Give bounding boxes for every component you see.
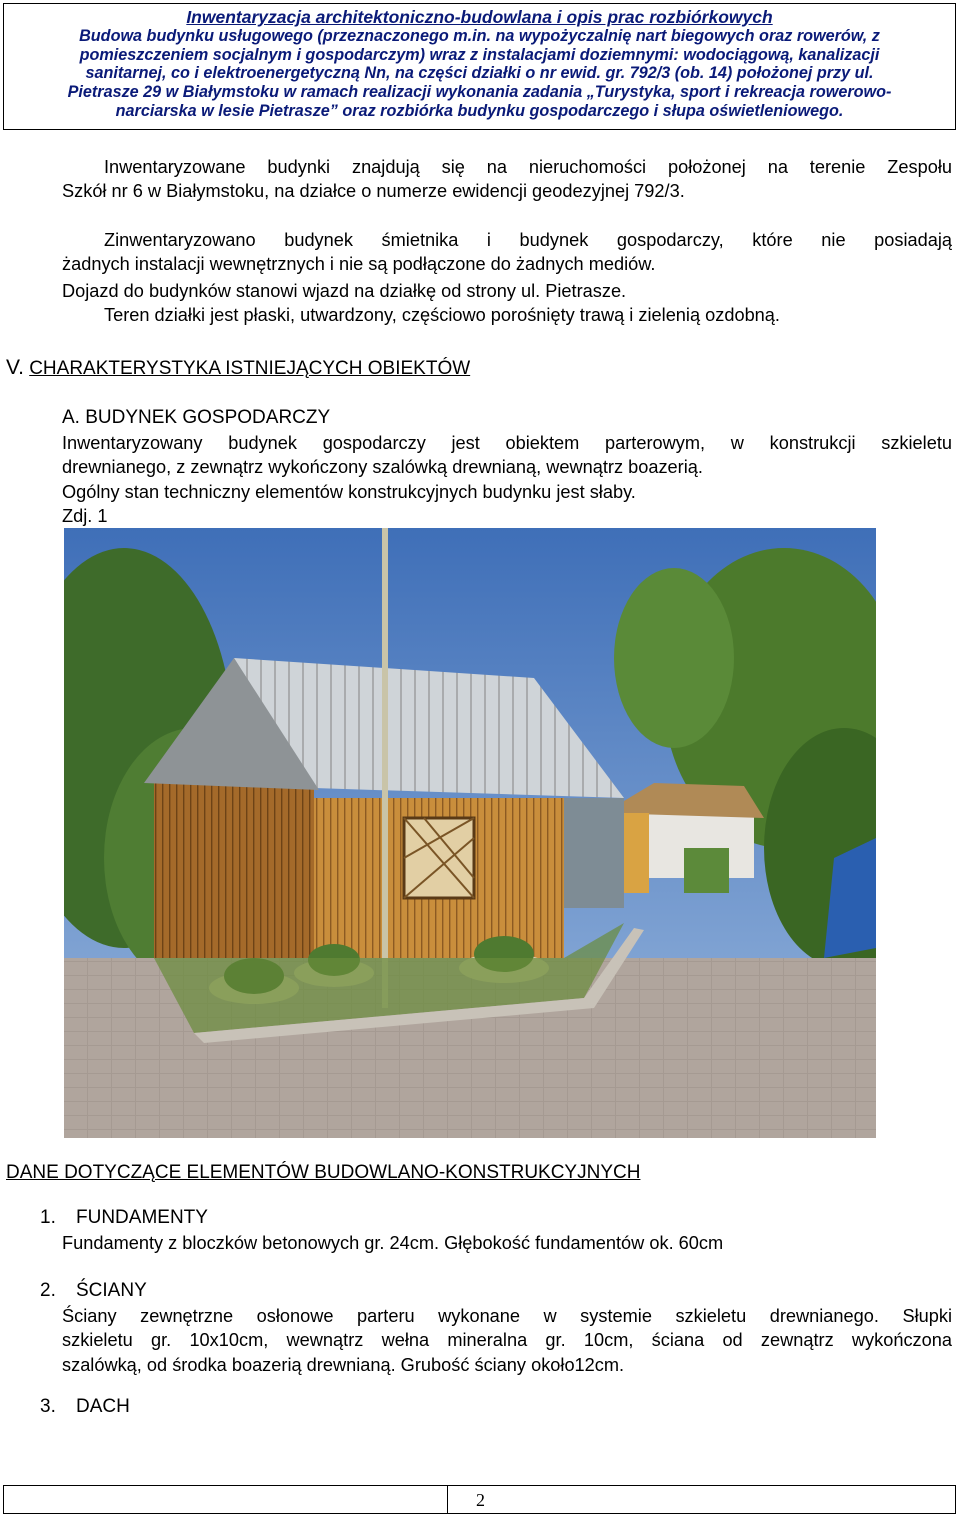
item-3-number: 3. [40,1396,56,1417]
header-line-3: sanitarnej, co i elektroenergetyczną Nn, na części działki o nr ewid. gr. 792/3 (ob. 14) położonej przy ul. [85,64,874,83]
section-v-title: CHARAKTERYSTYKA ISTNIEJĄCYCH OBIEKTÓW [29,358,471,379]
item-1-heading [40,1206,208,1230]
page-footer [3,1485,956,1514]
document-header [3,3,956,130]
intro-p1-line1: Inwentaryzowane budynki znajdują się na nieruchomości położonej na terenie Zespołu [104,157,952,177]
item-1-title: FUNDAMENTY [76,1207,208,1228]
item-2-line3: szalówką, od środka boazerią drewnianą. Grubość ściany około12cm. [62,1354,625,1375]
intro-paragraph-4: Teren działki jest płaski, utwardzony, częściowo porośnięty trawą i zielenią ozdobną. [104,305,780,325]
item-2-text [62,1304,952,1377]
item-2-title: ŚCIANY [76,1280,147,1301]
construction-data-heading: DANE DOTYCZĄCE ELEMENTÓW BUDOWLANO-KONSTRUKCYJNYCH [6,1162,641,1183]
section-a-title: BUDYNEK GOSPODARCZY [85,407,331,428]
section-a-description [62,431,952,528]
section-a-condition: Ogólny stan techniczny elementów konstrukcyjnych budynku jest słaby. [62,481,636,502]
item-2-number: 2. [40,1280,56,1301]
item-1-number: 1. [40,1207,56,1228]
intro-paragraph-1 [62,155,952,204]
header-line-1: Budowa budynku usługowego (przeznaczonego m.in. na wypożyczalnię nart biegowych oraz rowerów, z [79,27,880,45]
header-line-2: pomieszczeniem socjalnym i gospodarczym) wraz z instalacjami doziemnymi: wodociągową, kanalizacji [79,45,880,64]
item-1-text: Fundamenty z bloczków betonowych gr. 24cm. Głębokość fundamentów ok. 60cm [62,1233,724,1253]
section-a-desc-line1: Inwentaryzowany budynek gospodarczy jest obiektem parterowym, w konstrukcji szkieletu [62,433,952,453]
page-number: 2 [476,1490,485,1510]
photo-label: Zdj. 1 [62,505,108,526]
intro-p2-line1: Zinwentaryzowano budynek śmietnika i budynek gospodarczy, które nie posiadają [104,230,952,250]
intro-paragraph-3: Dojazd do budynków stanowi wjazd na działkę od strony ul. Pietrasze. [62,281,627,301]
header-line-5: narciarska w lesie Pietrasze” oraz rozbiórka budynku gospodarczego i słupa oświetleniowego. [115,101,844,120]
building-photo [64,528,876,1138]
item-2-line1: Ściany zewnętrzne osłonowe parteru wykonane w systemie szkieletu drewnianego. Słupki [62,1306,952,1326]
intro-paragraph-2 [62,228,952,277]
item-2-heading [40,1279,147,1303]
section-a-desc-line2: drewnianego, z zewnątrz wykończony szalówką drewnianą, wewnątrz boazerią. [62,457,703,478]
section-v-number: V. [6,356,24,379]
header-title: Inwentaryzacja architektoniczno-budowlana i opis prac rozbiórkowych [186,7,773,27]
intro-p1-line2: Szkół nr 6 w Białymstoku, na działce o numerze ewidencji geodezyjnej 792/3. [62,181,685,202]
section-a-heading [62,406,330,430]
item-3-heading [40,1395,130,1419]
section-v-heading [6,356,470,381]
item-3-title: DACH [76,1396,130,1417]
item-2-line2: szkieletu gr. 10x10cm, wewnątrz wełna mineralna gr. 10cm, ściana od zewnątrz wykończona [62,1330,952,1351]
intro-p2-line2: żadnych instalacji wewnętrznych i nie są podłączone do żadnych mediów. [62,254,656,275]
section-a-number: A. [62,407,80,428]
header-line-4: Pietrasze 29 w Białymstoku w ramach realizacji wykonania zadania „Turystyka, sport i rekreacja rowerowo- [67,83,892,102]
